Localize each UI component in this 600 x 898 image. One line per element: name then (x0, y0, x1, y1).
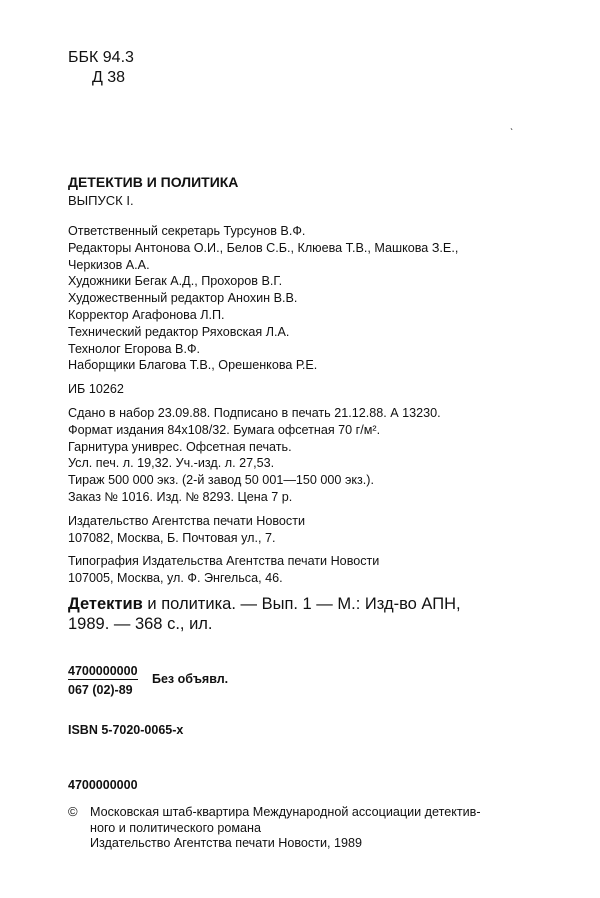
credit-line: Корректор Агафонова Л.П. (68, 307, 225, 322)
biblio-line-1-rest: и политика. — Вып. 1 — М.: Изд-во АПН, (142, 595, 461, 613)
biblio-line-2: 1989. — 368 с., ил. (68, 615, 213, 633)
copyright-line: Московская штаб-квартира Международной ассоциации детектив- (90, 805, 481, 819)
printer-line: Типография Издательства Агентства печати Новости (68, 554, 380, 569)
printer-line: 107005, Москва, ул. Ф. Энгельса, 46. (68, 571, 283, 586)
credit-line: Художники Бегак А.Д., Прохоров В.Г. (68, 274, 283, 289)
credit-line: Технический редактор Ряховская Л.А. (68, 324, 290, 339)
print-info-line: Усл. печ. л. 19,32. Уч.-изд. л. 27,53. (68, 456, 275, 471)
publisher-line: Издательство Агентства печати Новости (68, 513, 306, 528)
print-info-line: Заказ № 1016. Изд. № 8293. Цена 7 р. (68, 489, 293, 504)
copyright-icon: © (68, 804, 78, 819)
credit-line: Художественный редактор Анохин В.В. (68, 291, 298, 306)
credits-block (68, 223, 458, 587)
print-info-line: Тираж 500 000 экз. (2-й завод 50 001—150 000 экз.). (68, 473, 374, 488)
print-info-line: Сдано в набор 23.09.88. Подписано в печать 21.12.88. А 13230. (68, 405, 441, 420)
bibliographic-record (68, 594, 461, 634)
author-mark: Д 38 (92, 69, 126, 86)
barcode-number: 4700000000 (68, 778, 138, 792)
credit-line: Наборщики Благова Т.В., Орешенкова Р.Е. (68, 358, 318, 373)
stray-mark: ˋ (510, 128, 514, 139)
book-title: ДЕТЕКТИВ И ПОЛИТИКА (68, 174, 239, 190)
biblio-line-1 (68, 594, 461, 614)
print-info-line: Формат издания 84х108/32. Бумага офсетная 70 г/м². (68, 422, 381, 437)
publisher-line: 107082, Москва, Б. Почтовая ул., 7. (68, 530, 276, 545)
credit-line: Ответственный секретарь Турсунов В.Ф. (68, 224, 306, 238)
code-denominator: 067 (02)-89 (68, 683, 133, 697)
price-code (68, 663, 138, 680)
copyright-line: ного и политического романа (90, 820, 262, 835)
credit-line: Черкизов А.А. (68, 257, 150, 272)
issue-number: ВЫПУСК I. (68, 193, 134, 208)
code-numerator: 4700000000 (68, 664, 138, 678)
copyright-block (90, 805, 481, 852)
credit-line: Редакторы Антонова О.И., Белов С.Б., Клюева Т.В., Машкова З.Е., (68, 240, 459, 255)
biblio-keyword: Детектив (68, 595, 143, 613)
copyright-line: Издательство Агентства печати Новости, 1989 (90, 836, 363, 850)
isbn: ISBN 5-7020-0065-х (68, 723, 184, 737)
credit-line: Технолог Егорова В.Ф. (68, 341, 201, 356)
bbk-code: ББК 94.3 (68, 49, 134, 66)
price-note: Без объявл. (152, 672, 229, 686)
ib-number: ИБ 10262 (68, 382, 124, 397)
print-info-line: Гарнитура униврес. Офсетная печать. (68, 439, 292, 454)
